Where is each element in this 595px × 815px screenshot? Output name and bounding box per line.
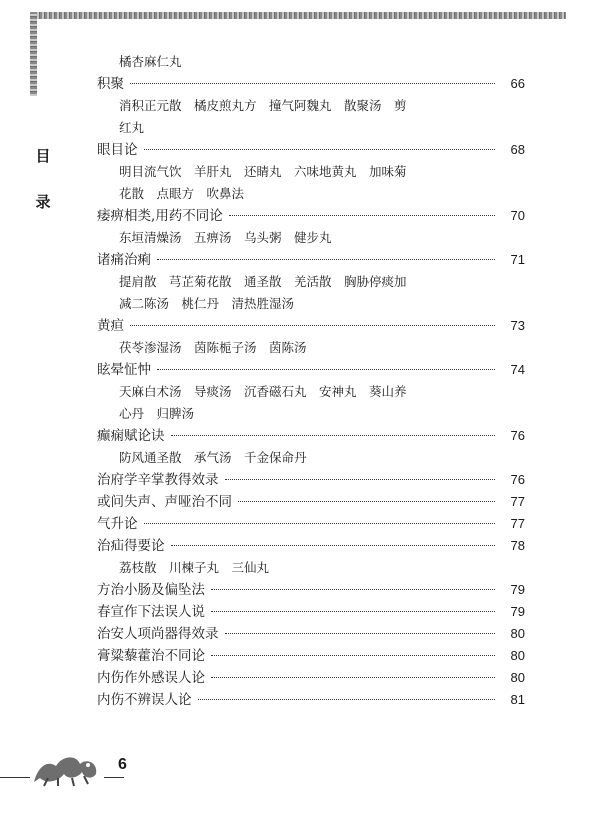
toc-subitems (97, 381, 525, 403)
toc-entry[interactable] (97, 601, 525, 623)
toc-entry-title: 内伤不辨误人论 (97, 692, 192, 708)
toc-subitem-text: 消积正元散 橘皮煎丸方 撞气阿魏丸 散聚汤 剪 (119, 98, 407, 113)
toc-subitem-text: 天麻白术汤 导痰汤 沉香磁石丸 安神丸 葵山养 (119, 384, 407, 399)
toc-subitems (97, 51, 525, 73)
toc-entry[interactable] (97, 359, 525, 381)
corner-border-left (30, 12, 37, 96)
toc-subitem-text: 红丸 (119, 120, 145, 135)
toc-subitem-text: 东垣清燥汤 五痹汤 乌头粥 健步丸 (119, 230, 332, 245)
toc-subitem-text: 提肩散 芎芷菊花散 通圣散 羌活散 胸胁停痰加 (119, 274, 407, 289)
section-title-char: 录 (35, 193, 51, 211)
dot-leader (225, 633, 496, 634)
toc-entry[interactable] (97, 535, 525, 557)
dot-leader (198, 699, 496, 700)
toc-entry-page: 74 (510, 362, 525, 377)
footer-rule-right (104, 777, 124, 778)
toc-entry[interactable] (97, 491, 525, 513)
toc-subitems (97, 293, 525, 315)
toc-subitems (97, 337, 525, 359)
toc-entry[interactable] (97, 667, 525, 689)
toc-entry-page: 79 (510, 582, 525, 597)
toc-entry-page: 80 (510, 670, 525, 685)
toc-entry-title: 治安人项尚器得效录 (97, 626, 219, 642)
section-title-char: 目 (35, 147, 51, 165)
toc-entry[interactable] (97, 623, 525, 645)
toc-entry-title: 膏粱藜藿治不同论 (97, 648, 205, 664)
toc-entry-title: 或问失声、声哑治不同 (97, 494, 232, 510)
toc-entry-page: 80 (510, 648, 525, 663)
toc-entry-title: 方治小肠及偏坠法 (97, 582, 205, 598)
dot-leader (171, 435, 496, 436)
footer-rule-left (0, 777, 30, 778)
toc-subitems (97, 161, 525, 183)
toc-entry-title: 内伤作外感误人论 (97, 670, 205, 686)
toc-entry[interactable] (97, 645, 525, 667)
toc-subitem-text: 茯苓渗湿汤 茵陈栀子汤 茵陈汤 (119, 340, 307, 355)
toc-subitems (97, 117, 525, 139)
page-number: 6 (118, 756, 127, 773)
dot-leader (157, 369, 495, 370)
corner-border-top (30, 12, 566, 19)
dot-leader (144, 149, 496, 150)
toc-entry-title: 眩晕怔忡 (97, 362, 151, 378)
toc-entry[interactable] (97, 315, 525, 337)
toc-entry-title: 积聚 (97, 76, 124, 92)
toc-subitem-text: 防风通圣散 承气汤 千金保命丹 (119, 450, 307, 465)
section-title (33, 133, 53, 225)
toc-entry-title: 黄疸 (97, 318, 124, 334)
dot-leader (211, 677, 495, 678)
toc-entry-page: 71 (510, 252, 525, 267)
dot-leader (130, 83, 495, 84)
toc-subitem-text: 心丹 归脾汤 (119, 406, 195, 421)
toc-subitem-text: 橘杏麻仁丸 (119, 54, 182, 69)
dragon-ornament-icon (28, 748, 108, 788)
toc-entry[interactable] (97, 425, 525, 447)
toc-entry[interactable] (97, 469, 525, 491)
toc-entry-page: 70 (510, 208, 525, 223)
table-of-contents (97, 51, 525, 711)
toc-entry-title: 眼目论 (97, 142, 138, 158)
toc-entry-page: 77 (510, 516, 525, 531)
dot-leader (225, 479, 496, 480)
toc-entry-title: 治疝得要论 (97, 538, 165, 554)
toc-entry-page: 80 (510, 626, 525, 641)
toc-entry-title: 春宣作下法误人说 (97, 604, 205, 620)
toc-entry-title: 癫痫赋论诀 (97, 428, 165, 444)
toc-subitems (97, 271, 525, 293)
dot-leader (171, 545, 496, 546)
toc-entry-page: 79 (510, 604, 525, 619)
toc-entry-title: 诸痛治痢 (97, 252, 151, 268)
toc-entry-title: 气升论 (97, 516, 138, 532)
toc-entry[interactable] (97, 513, 525, 535)
toc-entry[interactable] (97, 249, 525, 271)
toc-subitem-text: 明目流气饮 羊肝丸 还睛丸 六味地黄丸 加味菊 (119, 164, 407, 179)
toc-subitems (97, 403, 525, 425)
toc-entry-page: 76 (510, 428, 525, 443)
toc-subitem-text: 花散 点眼方 吹鼻法 (119, 186, 245, 201)
dot-leader (211, 655, 495, 656)
toc-entry[interactable] (97, 139, 525, 161)
dot-leader (211, 611, 495, 612)
toc-entry[interactable] (97, 205, 525, 227)
dot-leader (130, 325, 495, 326)
toc-entry-title: 治府学辛掌教得效录 (97, 472, 219, 488)
toc-subitems (97, 447, 525, 469)
dot-leader (157, 259, 495, 260)
toc-entry-page: 66 (510, 76, 525, 91)
toc-subitem-text: 荔枝散 川楝子丸 三仙丸 (119, 560, 270, 575)
dot-leader (144, 523, 496, 524)
toc-entry[interactable] (97, 579, 525, 601)
toc-subitem-text: 减二陈汤 桃仁丹 清热胜湿汤 (119, 296, 295, 311)
toc-entry[interactable] (97, 689, 525, 711)
toc-entry-title: 痿痹相类,用药不同论 (97, 208, 223, 224)
toc-entry-page: 81 (510, 692, 525, 707)
dot-leader (229, 215, 495, 216)
toc-entry-page: 77 (510, 494, 525, 509)
toc-entry-page: 78 (510, 538, 525, 553)
toc-subitems (97, 95, 525, 117)
toc-entry-page: 68 (510, 142, 525, 157)
toc-entry-page: 76 (510, 472, 525, 487)
dot-leader (211, 589, 495, 590)
toc-subitems (97, 227, 525, 249)
toc-entry-page: 73 (510, 318, 525, 333)
toc-subitems (97, 183, 525, 205)
toc-subitems (97, 557, 525, 579)
toc-entry[interactable] (97, 73, 525, 95)
dot-leader (238, 501, 495, 502)
